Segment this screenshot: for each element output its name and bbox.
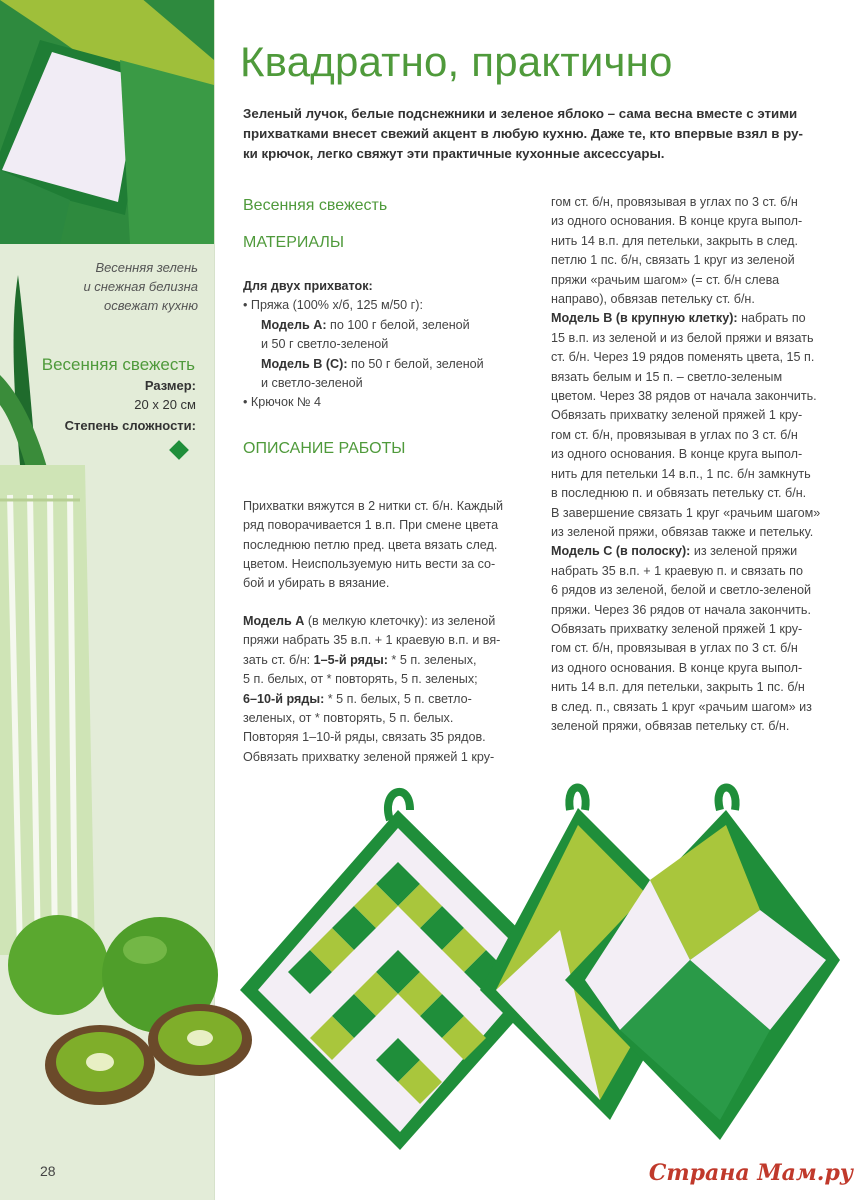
text-line: 15 в.п. из зеленой и из белой пряжи и вязать — [551, 330, 814, 345]
model-a-line: (в мелкую клеточку): из зеленой — [304, 613, 496, 628]
model-bc-text: по 50 г белой, зеленой — [347, 356, 484, 371]
section-heading-description: ОПИСАНИЕ РАБОТЫ — [243, 440, 406, 457]
text-line: в последнюю п. и обвязать петельку ст. б/н. — [551, 486, 807, 501]
desc-line: Прихватки вяжутся в 2 нитки ст. б/н. Каждый — [243, 498, 503, 513]
desc-line: последнюю петлю пред. цвета вязать след. — [243, 537, 498, 552]
yarn-item: • Пряжа (100% х/б, 125 м/50 г): — [243, 296, 533, 315]
text-line: Обвязать прихватку зеленой пряжей 1 кру- — [551, 408, 803, 423]
page-title: Квадратно, практично — [240, 38, 673, 85]
instructions-column — [551, 193, 841, 736]
size-label: Размер: — [144, 378, 196, 393]
model-a-line: * 5 п. зеленых, — [387, 652, 477, 667]
text-line: гом ст. б/н, провязывая в углах по 3 ст. б/н — [551, 641, 798, 656]
page-number: 28 — [40, 1163, 56, 1179]
text-line: 6 рядов из зеленой, белой и светло-зеленой — [551, 583, 811, 598]
text-line: набрать 35 в.п. + 1 краевую п. и связать по — [551, 563, 803, 578]
model-a-line: Повторяя 1–10-й ряды, связать 35 рядов. — [243, 730, 486, 745]
text-line: направо), обвязав петельку ст. б/н. — [551, 292, 755, 307]
text-line: нить для петельки 14 в.п., 1 пс. б/н замкнуть — [551, 466, 811, 481]
model-a-line: зать ст. б/н: — [243, 652, 314, 667]
size-value: 20 х 20 см — [134, 397, 196, 412]
materials-column — [243, 277, 533, 767]
lead-paragraph — [243, 104, 823, 164]
model-c-heading: Модель С (в полоску): — [551, 544, 691, 559]
hook-item: • Крючок № 4 — [243, 393, 533, 412]
text-line: из одного основания. В конце круга выпол- — [551, 447, 803, 462]
model-bc-text2: и светло-зеленой — [261, 376, 363, 391]
text-line: нить 14 в.п. для петельки, закрыть в след. — [551, 233, 798, 248]
lead-line: ки крючок, легко свяжут эти практичные кухонные аксессуары. — [243, 146, 665, 161]
model-b-heading: Модель В (в крупную клетку): — [551, 311, 738, 326]
model-a-line: * 5 п. белых, 5 п. светло- — [324, 691, 472, 706]
lead-line: Зеленый лучок, белые подснежники и зеленое яблоко – сама весна вместе с этими — [243, 106, 798, 121]
text-line: цветом. Через 38 рядов от начала закончить. — [551, 389, 817, 404]
model-a-text2: и 50 г светло-зеленой — [261, 337, 389, 352]
model-a-line: Обвязать прихватку зеленой пряжей 1 кру- — [243, 749, 495, 764]
model-a-label: Модель А: — [261, 317, 327, 332]
caption-line: освежат кухню — [104, 298, 198, 313]
sidebar-heading: Весенняя свежесть — [41, 355, 195, 374]
text-line: из одного основания. В конце круга выпол- — [551, 660, 803, 675]
text-line: Обвязать прихватку зеленой пряжей 1 кру- — [551, 621, 803, 636]
text-line: петлю 1 пс. б/н, связать 1 круг из зеленой — [551, 253, 795, 268]
text-line: зеленой пряжи, обвязав петельку ст. б/н. — [551, 718, 790, 733]
rows-1-5-label: 1–5-й ряды: — [313, 652, 388, 667]
model-a-heading: Модель А — [243, 613, 305, 628]
text-line: гом ст. б/н, провязывая в углах по 3 ст. б/н — [551, 195, 798, 209]
lead-line: прихватками внесет свежий акцент в любую кухню. Даже те, кто впервые взял в ру- — [243, 126, 803, 141]
section-heading-materials: МАТЕРИАЛЫ — [243, 234, 345, 251]
desc-line: цветом. Неиспользуемую нить вести за со- — [243, 557, 496, 572]
model-a-text: по 100 г белой, зеленой — [326, 317, 470, 332]
text-line: в след. п., связать 1 круг «рачьим шагом» из — [551, 699, 812, 714]
text-line: В завершение связать 1 круг «рачьим шагом» — [551, 505, 821, 520]
text-line: вязать белым и 15 п. – светло-зеленым — [551, 369, 783, 384]
section-heading-fresh: Весенняя свежесть — [243, 197, 388, 214]
potholders-photo — [0, 700, 865, 1170]
text-line: пряжи «рачьим шагом» (= ст. б/н слева — [551, 272, 780, 287]
model-a-line: зеленых, от * повторять, 5 п. белых. — [243, 710, 454, 725]
potholder-closeup-photo — [0, 0, 214, 244]
difficulty-label: Степень сложности: — [64, 418, 196, 433]
text-line: гом ст. б/н, провязывая в углах по 3 ст. б/н — [551, 427, 798, 442]
model-a-line: пряжи набрать 35 в.п. + 1 краевую в.п. и вя- — [243, 633, 501, 648]
desc-line: ряд поворачивается 1 в.п. При смене цвета — [243, 518, 499, 533]
caption-line: Весенняя зелень — [95, 260, 198, 275]
desc-line: бой и убирать в вязание. — [243, 576, 390, 591]
rows-6-10-label: 6–10-й ряды: — [243, 691, 325, 706]
text-line: пряжи. Через 36 рядов от начала закончить. — [551, 602, 811, 617]
model-bc-label: Модель В (С): — [261, 356, 348, 371]
text-line: нить 14 в.п. для петельки, закрыть 1 пс. б/н — [551, 680, 805, 695]
watermark-logo: Страна Мам.ру — [648, 1160, 853, 1186]
text-line: набрать по — [737, 311, 806, 326]
for-two-label: Для двух прихваток: — [243, 279, 373, 293]
text-line: из зеленой пряжи — [690, 544, 798, 559]
model-a-line: 5 п. белых, от * повторять, 5 п. зеленых; — [243, 672, 478, 687]
text-line: из одного основания. В конце круга выпол- — [551, 214, 803, 229]
text-line: ст. б/н. Через 19 рядов поменять цвета, 15 п. — [551, 350, 815, 365]
caption-line: и снежная белизна — [83, 279, 198, 294]
text-line: из зеленой пряжи, обвязав также и петельку. — [551, 524, 814, 539]
